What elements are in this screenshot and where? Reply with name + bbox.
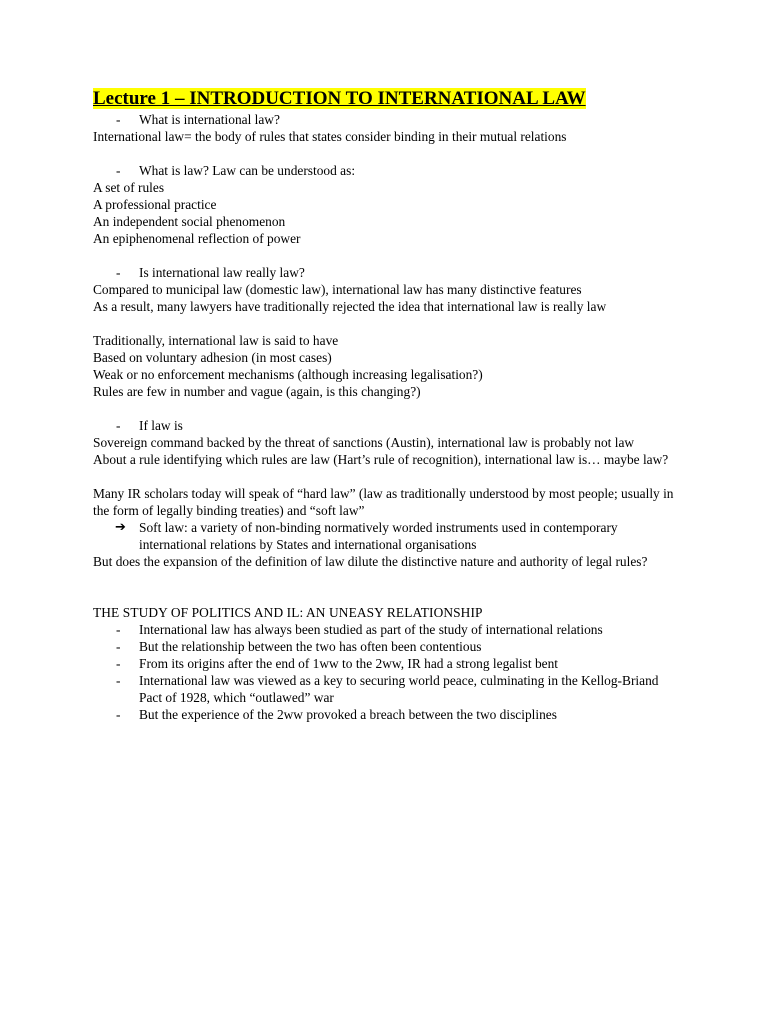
dash-marker: -: [116, 656, 121, 671]
text-line: As a result, many lawyers have traditionally rejected the idea that international law is really law: [93, 299, 607, 314]
text-line: Many IR scholars today will speak of “hard law” (law as traditionally understood by most people; usually in the form of legally binding treaties) and “soft law”: [93, 486, 674, 518]
lecture-title: Lecture 1 – INTRODUCTION TO INTERNATIONAL LAW: [93, 88, 586, 109]
section-heading: THE STUDY OF POLITICS AND IL: AN UNEASY RELATIONSHIP: [93, 605, 483, 620]
text-line: Rules are few in number and vague (again, is this changing?): [93, 384, 421, 399]
text-line: A professional practice: [93, 197, 217, 212]
dash-marker: -: [116, 707, 121, 722]
dash-marker: -: [116, 639, 121, 654]
dash-marker: -: [116, 265, 121, 280]
text-line: Based on voluntary adhesion (in most cases): [93, 350, 332, 365]
text-line: Traditionally, international law is said to have: [93, 333, 339, 348]
question-bullet: - What is international law?: [116, 112, 280, 127]
list-item: - But the experience of the 2ww provoked a breach between the two disciplines: [116, 707, 557, 722]
text-line: An epiphenomenal reflection of power: [93, 231, 301, 246]
question-bullet: - If law is: [116, 418, 183, 433]
text-line: An independent social phenomenon: [93, 214, 286, 229]
arrow-bullet: ➔ Soft law: a variety of non-binding normatively worded instruments used in contemporary international relations by States and international organisations: [115, 520, 618, 552]
list-item: - From its origins after the end of 1ww to the 2ww, IR had a strong legalist bent: [116, 656, 558, 671]
document-body: [93, 88, 683, 723]
text-line: International law= the body of rules that states consider binding in their mutual relations: [93, 129, 567, 144]
question-bullet: - What is law? Law can be understood as:: [116, 163, 356, 178]
list-item: - International law has always been studied as part of the study of international relations: [116, 622, 603, 637]
dash-marker: -: [116, 622, 121, 637]
dash-marker: -: [116, 163, 121, 178]
dash-marker: -: [116, 112, 121, 127]
question-bullet: - Is international law really law?: [116, 265, 305, 280]
arrow-right-icon: ➔: [115, 520, 126, 535]
text-line: Compared to municipal law (domestic law), international law has many distinctive features: [93, 282, 582, 297]
text-line: Sovereign command backed by the threat of sanctions (Austin), international law is probably not law: [93, 435, 635, 450]
dash-marker: -: [116, 418, 121, 433]
list-item: - But the relationship between the two has often been contentious: [116, 639, 482, 654]
text-line: But does the expansion of the definition of law dilute the distinctive nature and authority of legal rules?: [93, 554, 648, 569]
text-line: Weak or no enforcement mechanisms (although increasing legalisation?): [93, 367, 483, 382]
text-line: About a rule identifying which rules are law (Hart’s rule of recognition), international law is… maybe law?: [93, 452, 669, 467]
text-line: A set of rules: [93, 180, 165, 195]
list-item: - International law was viewed as a key to securing world peace, culminating in the Kellog-Briand Pact of 1928, which “outlawed” war: [116, 673, 659, 705]
dash-marker: -: [116, 673, 121, 688]
